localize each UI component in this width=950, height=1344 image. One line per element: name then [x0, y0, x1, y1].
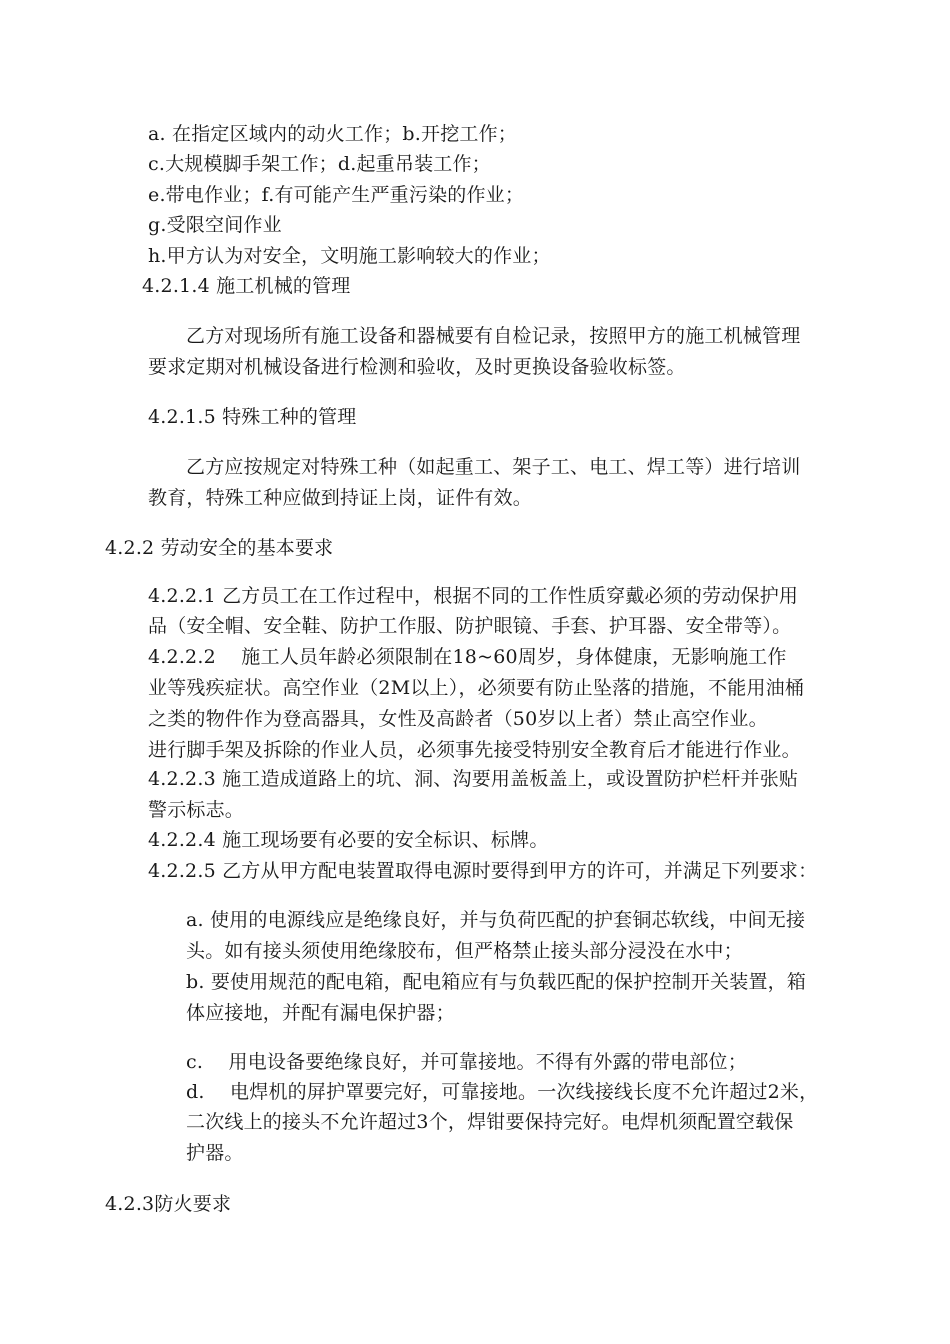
item-4-2-2-4: 4.2.2.4 施工现场要有必要的安全标识、标牌。: [148, 829, 549, 851]
paragraph-machinery-line-1: 乙方对现场所有施工设备和器械要有自检记录，按照甲方的施工机械管理: [186, 325, 801, 347]
power-req-a-line-2: 头。如有接头须使用绝缘胶布，但严格禁止接头部分浸没在水中；: [186, 940, 743, 962]
power-req-b-line-1: b. 要使用规范的配电箱，配电箱应有与负载匹配的保护控制开关装置，箱: [186, 971, 807, 993]
item-4-2-2-2-line-3: 之类的物件作为登高器具，女性及高龄者（50岁以上者）禁止高空作业。: [148, 708, 768, 730]
item-4-2-2-1-line-1: 4.2.2.1 乙方员工在工作过程中，根据不同的工作性质穿戴必须的劳动保护用: [148, 585, 799, 607]
heading-4-2-2: 4.2.2 劳动安全的基本要求: [105, 537, 334, 559]
paragraph-special-trades-line-2: 教育，特殊工种应做到持证上岗，证件有效。: [148, 487, 533, 509]
list-item-a-b: a. 在指定区域内的动火工作；b.开挖工作；: [148, 123, 518, 145]
list-item-h: h.甲方认为对安全，文明施工影响较大的作业；: [148, 245, 551, 267]
power-req-b-line-2: 体应接地，并配有漏电保护器；: [186, 1002, 455, 1024]
item-4-2-2-5: 4.2.2.5 乙方从甲方配电装置取得电源时要得到甲方的许可，并满足下列要求：: [148, 860, 818, 882]
heading-4-2-1-4: 4.2.1.4 施工机械的管理: [142, 275, 351, 297]
power-req-d-line-2: 二次线上的接头不允许超过3个，焊钳要保持完好。电焊机须配置空载保: [186, 1111, 794, 1133]
list-item-e-f: e.带电作业；f.有可能产生严重污染的作业；: [148, 184, 525, 206]
paragraph-machinery-line-2: 要求定期对机械设备进行检测和验收，及时更换设备验收标签。: [148, 356, 686, 378]
power-req-d-line-1: d. 电焊机的屏护罩要完好，可靠接地。一次线接线长度不允许超过2米，: [186, 1081, 819, 1103]
paragraph-special-trades-line-1: 乙方应按规定对特殊工种（如起重工、架子工、电工、焊工等）进行培训: [186, 456, 801, 478]
item-4-2-2-3-line-2: 警示标志。: [148, 799, 245, 821]
item-4-2-2-2-line-4: 进行脚手架及拆除的作业人员，必须事先接受特别安全教育后才能进行作业。: [148, 739, 801, 761]
power-req-a-line-1: a. 使用的电源线应是绝缘良好，并与负荷匹配的护套铜芯软线，中间无接: [186, 909, 806, 931]
item-4-2-2-2-line-2: 业等残疾症状。高空作业（2M以上），必须要有防止坠落的措施，不能用油桶: [148, 677, 805, 699]
heading-4-2-1-5: 4.2.1.5 特殊工种的管理: [148, 406, 357, 428]
heading-4-2-3: 4.2.3防火要求: [105, 1193, 232, 1215]
list-item-c-d: c.大规模脚手架工作；d.起重吊装工作；: [148, 153, 491, 175]
item-4-2-2-3-line-1: 4.2.2.3 施工造成道路上的坑、洞、沟要用盖板盖上，或设置防护栏杆并张贴: [148, 768, 799, 790]
power-req-c: c. 用电设备要绝缘良好，并可靠接地。不得有外露的带电部位；: [186, 1051, 747, 1073]
list-item-g: g.受限空间作业: [148, 214, 282, 236]
item-4-2-2-2-line-1: 4.2.2.2 施工人员年龄必须限制在18~60周岁，身体健康，无影响施工作: [148, 646, 787, 668]
power-req-d-line-3: 护器。: [186, 1142, 244, 1164]
item-4-2-2-1-line-2: 品（安全帽、安全鞋、防护工作服、防护眼镜、手套、护耳器、安全带等）。: [148, 615, 792, 637]
